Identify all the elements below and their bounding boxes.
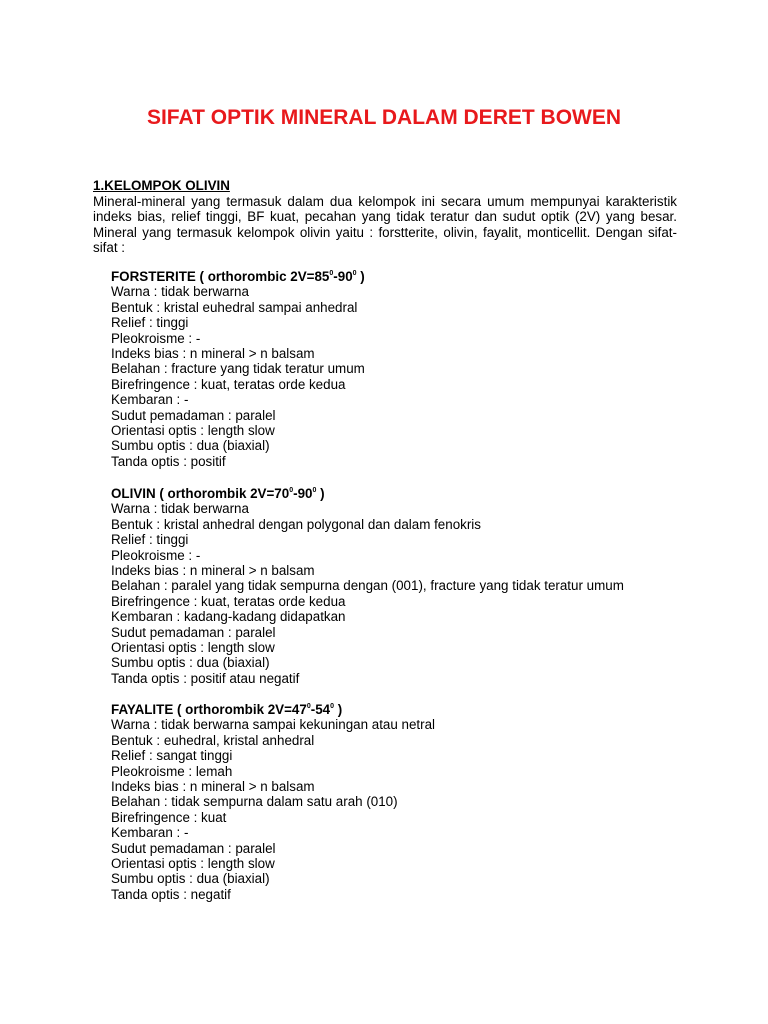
property-item: Birefringence : kuat, teratas orde kedua — [111, 376, 346, 392]
property-item: Warna : tidak berwarna — [111, 501, 249, 517]
property-list — [111, 717, 691, 902]
mineral-heading: FAYALITE ( orthorombik $2V=47^0-54^0$ ) — [111, 702, 343, 717]
property-item: Belahan : fracture yang tidak teratur umum — [111, 361, 365, 377]
mineral-block-forsterite — [111, 269, 691, 469]
property-item: Warna : tidak berwarna — [111, 284, 249, 300]
property-item: Kembaran : - — [111, 825, 189, 841]
property-item: Sumbu optis : dua (biaxial) — [111, 438, 270, 454]
property-item: Relief : tinggi — [111, 315, 189, 331]
property-item: Belahan : paralel yang tidak sempurna dengan (001), fracture yang tidak teratur umum — [111, 578, 624, 594]
property-item: Tanda optis : negatif — [111, 886, 231, 902]
property-item: Bentuk : kristal anhedral dengan polygonal dan dalam fenokris — [111, 516, 481, 532]
property-item: Kembaran : - — [111, 392, 189, 408]
property-item: Orientasi optis : length slow — [111, 640, 275, 656]
property-item: Pleokroisme : - — [111, 547, 201, 563]
property-item: Indeks bias : n mineral > n balsam — [111, 346, 315, 362]
property-item: Sudut pemadaman : paralel — [111, 624, 276, 640]
property-item: Birefringence : kuat — [111, 809, 227, 825]
property-item: Sudut pemadaman : paralel — [111, 840, 276, 856]
document-title: SIFAT OPTIK MINERAL DALAM DERET BOWEN — [146, 106, 622, 129]
property-item: Bentuk : euhedral, kristal anhedral — [111, 732, 315, 748]
property-list — [111, 501, 691, 686]
property-item: Pleokroisme : - — [111, 330, 201, 346]
property-item: Indeks bias : n mineral > n balsam — [111, 779, 315, 795]
mineral-block-fayalite — [111, 702, 691, 902]
property-item: Tanda optis : positif atau negatif — [111, 670, 300, 686]
property-item: Orientasi optis : length slow — [111, 856, 275, 872]
property-list — [111, 284, 691, 469]
property-item: Sumbu optis : dua (biaxial) — [111, 655, 270, 671]
property-item: Pleokroisme : lemah — [111, 763, 233, 779]
property-item: Orientasi optis : length slow — [111, 423, 275, 439]
property-item: Belahan : tidak sempurna dalam satu arah (010) — [111, 794, 398, 810]
property-item: Sudut pemadaman : paralel — [111, 407, 276, 423]
property-item: Kembaran : kadang-kadang didapatkan — [111, 609, 346, 625]
mineral-heading: OLIVIN ( orthorombik $2V=70^0-90^0$ ) — [111, 486, 325, 501]
section-olivin-group — [93, 178, 677, 256]
section-heading: 1.KELOMPOK OLIVIN — [93, 178, 230, 193]
property-item: Sumbu optis : dua (biaxial) — [111, 871, 270, 887]
property-item: Warna : tidak berwarna sampai kekuningan atau netral — [111, 717, 436, 733]
property-item: Birefringence : kuat, teratas orde kedua — [111, 593, 346, 609]
property-item: Tanda optis : positif — [111, 453, 226, 469]
section-intro: Mineral-mineral yang termasuk dalam dua kelompok ini secara umum mempunyai karakteristik indeks bias, relief tinggi, BF kuat, pecahan yang tidak teratur dan sudut optik (2V) yang besar. Mineral yang termasuk kelompok olivin yaitu : forstterite, olivin, fayalit, monticellit. Dengan sifat-sifat : — [93, 193, 677, 255]
property-item: Relief : sangat tinggi — [111, 748, 233, 764]
mineral-block-olivin — [111, 486, 691, 686]
property-item: Indeks bias : n mineral > n balsam — [111, 563, 315, 579]
property-item: Relief : tinggi — [111, 532, 189, 548]
mineral-heading: FORSTERITE ( orthorombic $2V=85^0-90^0$ ) — [111, 269, 365, 284]
property-item: Bentuk : kristal euhedral sampai anhedral — [111, 299, 358, 315]
